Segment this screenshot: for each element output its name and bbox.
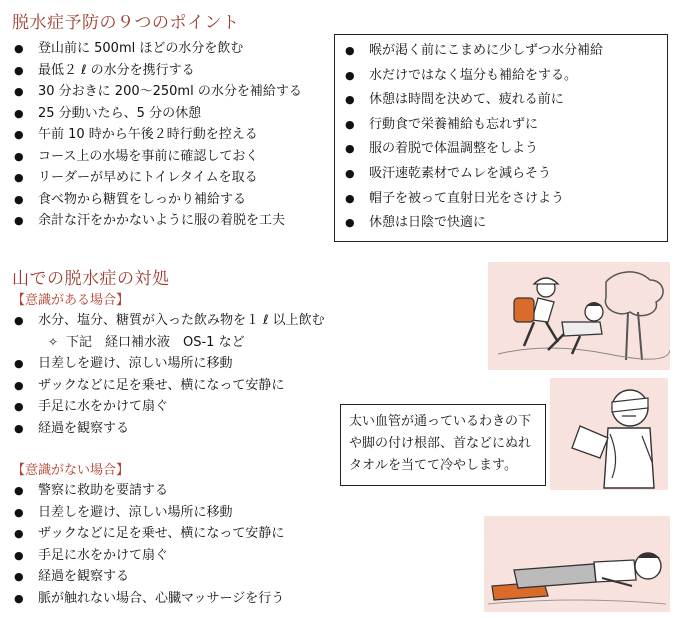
list-item: ● 水だけではなく塩分も補給をする。	[343, 64, 667, 89]
list-item: ● ザックなどに足を乗せ、横になって安静に	[12, 375, 325, 397]
list-item: ● 喉が渇く前にこまめに少しずつ水分補給	[343, 39, 667, 64]
list-item: ● 休憩は日陰で快適に	[343, 211, 667, 236]
list-item: ● 経過を観察する	[12, 566, 284, 588]
list-item: ● 日差しを避け、涼しい場所に移動	[12, 502, 284, 524]
list-item: ● 水分、塩分、糖質が入った飲み物を１ ℓ 以上飲む	[12, 310, 325, 332]
list-item: ● 食べ物から糖質をしっかり補給する	[12, 189, 302, 211]
list-item: ● 行動食で栄養補給も忘れずに	[343, 113, 667, 138]
list-item: ● リーダーが早めにトイレタイムを取る	[12, 167, 302, 189]
list-item: ● 警察に救助を要請する	[12, 480, 284, 502]
unconscious-label: 【意識がない場合】	[12, 463, 130, 478]
list-item: ● 服の着脱で体温調整をしよう	[343, 137, 667, 162]
info-line: 太い血管が通っているわきの下	[349, 414, 532, 429]
section1-title: 脱水症予防の９つのポイント	[12, 13, 240, 33]
list-item: ● 脈が触れない場合、心臓マッサージを行う	[12, 588, 284, 610]
list-item: ● コース上の水場を事前に確認しておく	[12, 146, 302, 168]
list-item: ● 休憩は時間を決めて、疲れる前に	[343, 88, 667, 113]
list-item: ● 手足に水をかけて扇ぐ	[12, 396, 325, 418]
illustration-cooling	[550, 378, 668, 490]
section2-title: 山での脱水症の対処	[12, 269, 170, 289]
info-line: タオルを当てて冷やします。	[349, 458, 517, 473]
list-item: ● 午前 10 時から午後２時行動を控える	[12, 124, 302, 146]
tips-box	[334, 34, 668, 242]
conscious-label: 【意識がある場合】	[12, 293, 130, 308]
list-item: ● 吸汗速乾素材でムレを減らそう	[343, 162, 667, 187]
list-item: ● 日差しを避け、涼しい場所に移動	[12, 353, 325, 375]
list-item: ● 手足に水をかけて扇ぐ	[12, 545, 284, 567]
illustration-helping-hiker	[488, 262, 670, 370]
cooling-info-box	[340, 404, 546, 486]
list-item: ● 登山前に 500ml ほどの水分を飲む	[12, 38, 302, 60]
unconscious-list	[12, 480, 284, 609]
info-line: や脚の付け根部、首などにぬれ	[349, 436, 532, 451]
list-item-note: ✧ 下記 経口補水液 OS-1 など	[12, 332, 325, 354]
list-item: ● ザックなどに足を乗せ、横になって安静に	[12, 523, 284, 545]
list-item: ● 帽子を被って直射日光をさけよう	[343, 187, 667, 212]
prevention-points-list	[12, 38, 302, 232]
illustration-lying-down	[484, 516, 670, 612]
list-item: ● 25 分動いたら、5 分の休憩	[12, 103, 302, 125]
list-item: ● 30 分おきに 200～250ml の水分を補給する	[12, 81, 302, 103]
list-item: ● 経過を観察する	[12, 418, 325, 440]
list-item: ● 余計な汗をかかないように服の着脱を工夫	[12, 210, 302, 232]
conscious-list	[12, 310, 325, 439]
list-item: ● 最低２ ℓ の水分を携行する	[12, 60, 302, 82]
